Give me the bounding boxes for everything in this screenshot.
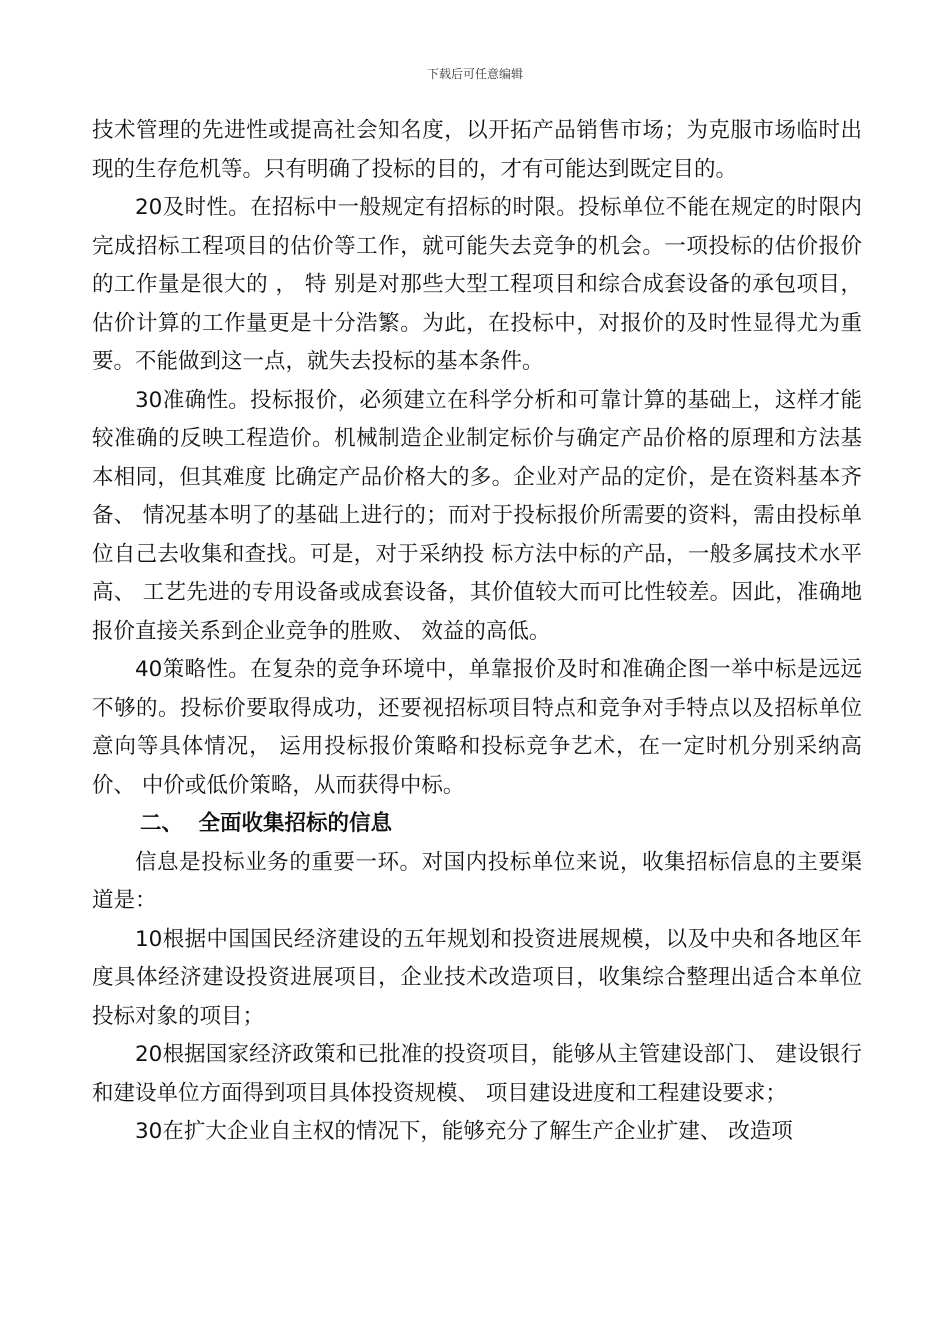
paragraph-channel-2: 20根据国家经济政策和已批准的投资项目，能够从主管建设部门、 建设银行和建设单位方面得到项目具体投资规模、 项目建设进度和工程建设要求； xyxy=(92,1042,862,1106)
paragraph-strategy: 40策略性。在复杂的竞争环境中，单靠报价及时和准确企图一举中标是远远不够的。投标价要取得成功，还要视招标项目特点和竞争对手特点以及招标单位意向等具体情况， 运用投标报价策略和投标竞争艺术，在一定时机分别采纳高价、 中价或低价策略，从而获得中标。 xyxy=(92,657,862,798)
page-header: 下载后可任意编辑 xyxy=(426,67,523,81)
paragraph-accuracy: 30准确性。投标报价，必须建立在科学分析和可靠计算的基础上，这样才能较准确的反映工程造价。机械制造企业制定标价与确定产品价格的原理和方法基本相同，但其难度 比确定产品价格大的多。企业对产品的定价，是在资料基本齐备、 情况基本明了的基础上进行的；而对于投标报价所需要的资料，需由投标单位自己去收集和查找。可是，对于采纳投 标方法中标的产品，一般多属技术水平高、 工艺先进的专用设备或成套设备，其价值较大而可比性较差。因此，准确地报价直接关系到企业竞争的胜败、 效益的高低。 xyxy=(92,387,862,644)
paragraph-channel-1: 10根据中国国民经济建设的五年规划和投资进展规模，以及中央和各地区年度具体经济建设投资进展项目，企业技术改造项目，收集综合整理出适合本单位投标对象的项目； xyxy=(92,926,862,1029)
paragraph-information: 信息是投标业务的重要一环。对国内投标单位来说，收集招标信息的主要渠道是： xyxy=(92,849,862,913)
paragraph-timeliness: 20及时性。在招标中一般规定有招标的时限。投标单位不能在规定的时限内完成招标工程项目的估价等工作，就可能失去竞争的机会。一项投标的估价报价的工作量是很大的 ， 特 别是对那些大型工程项目和综合成套设备的承包项目，估价计算的工作量更是十分浩繁。为此，在投标中，对报价的及时性显得尤为重要。不能做到这一点，就失去投标的基本条件。 xyxy=(92,195,862,374)
section-heading: 二、 全面收集招标的信息 xyxy=(140,811,392,836)
document-body xyxy=(92,112,862,1152)
paragraph-continuation: 技术管理的先进性或提高社会知名度，以开拓产品销售市场；为克服市场临时出现的生存危机等。只有明确了投标的目的，才有可能达到既定目的。 xyxy=(92,118,862,182)
paragraph-channel-3: 30在扩大企业自主权的情况下，能够充分了解生产企业扩建、 改造项 xyxy=(135,1119,793,1144)
